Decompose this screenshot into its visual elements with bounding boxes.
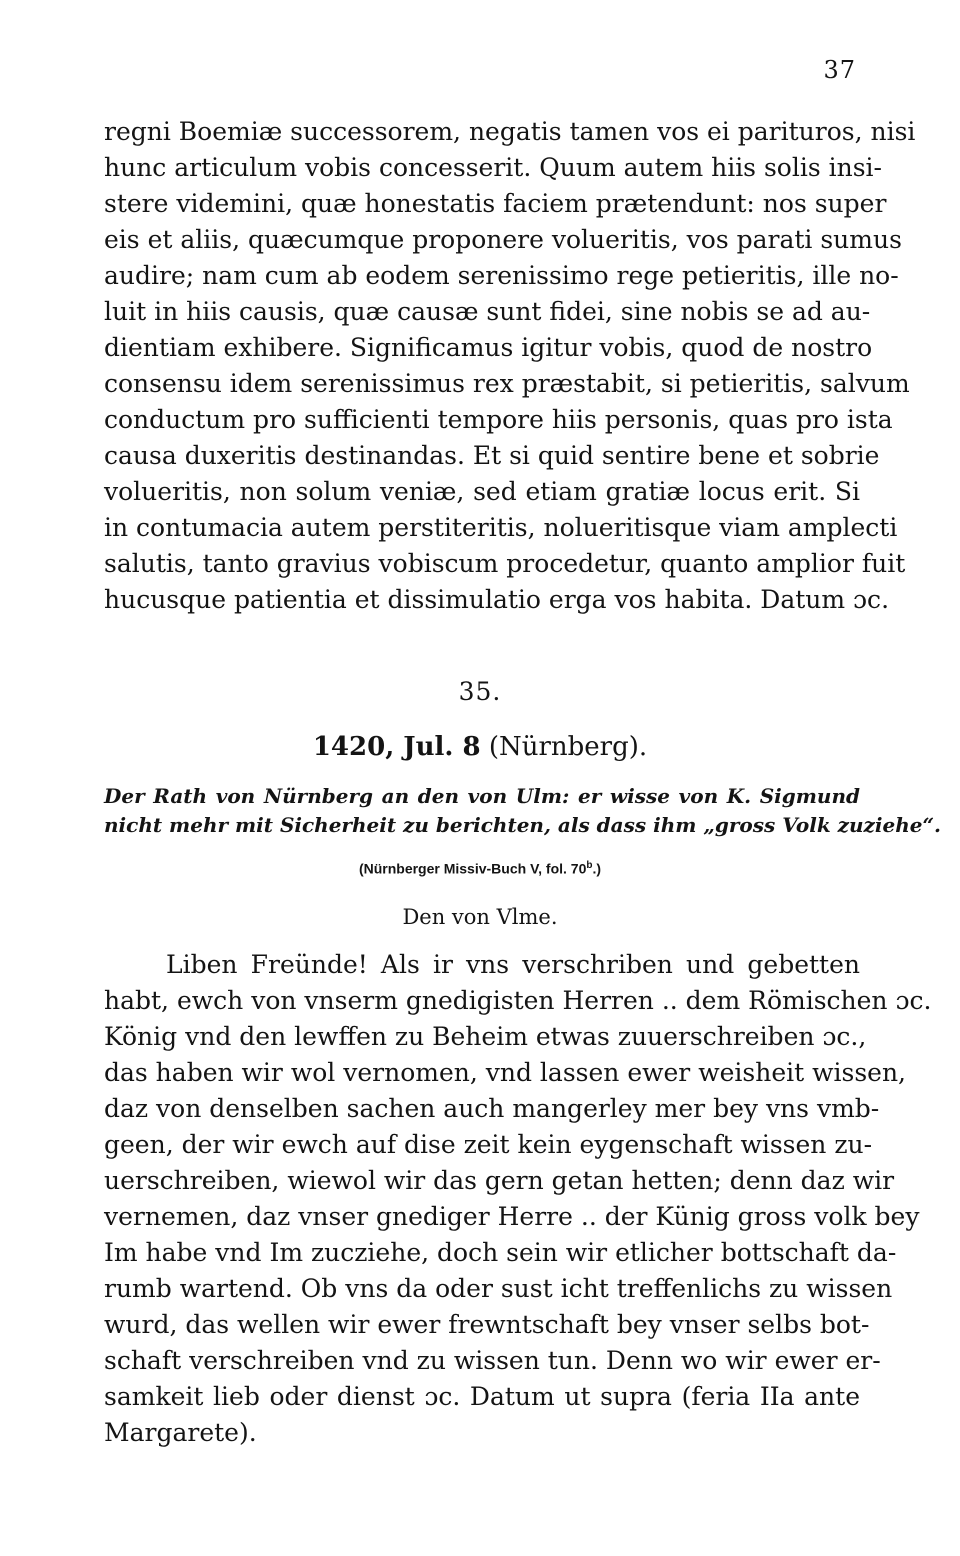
summary-line: nicht mehr mit Sicherheit zu berichten, als dass ihm „gross Volk zuziehe“. [104, 813, 941, 837]
text-line: wurd, das wellen wir ewer frewntschaft bey vnser selbs bot- [104, 1310, 870, 1339]
source-reference [0, 860, 960, 877]
text-line: samkeit lieb oder dienst ɔc. Datum ut supra (feria IIa ante [104, 1382, 860, 1411]
text-line: geen, der wir ewch auf dise zeit kein eygenschaft wissen zu- [104, 1130, 873, 1159]
text-line: salutis, tanto gravius vobiscum procedetur, quanto amplior fuit [104, 549, 906, 578]
text-line: habt, ewch von vnserm gnedigisten Herren .. dem Römischen ɔc. [104, 986, 932, 1015]
text-line: König vnd den lewffen zu Beheim etwas zuuerschreiben ɔc., [104, 1022, 867, 1051]
document-place: (Nürnberg). [488, 732, 648, 762]
document-number: 35. [458, 677, 502, 706]
text-line: eis et aliis, quæcumque proponere volueritis, vos parati sumus [104, 225, 902, 254]
text-line: Liben Freünde! Als ir vns verschriben und gebetten [166, 950, 860, 979]
text-line: daz von denselben sachen auch mangerley mer bey vns vmb- [104, 1094, 880, 1123]
text-line: das haben wir wol vernomen, vnd lassen ewer weisheit wissen, [104, 1058, 907, 1087]
text-line: luit in hiis causis, quæ causæ sunt fidei, sine nobis se ad au- [104, 297, 871, 326]
text-line: hunc articulum vobis concesserit. Quum autem hiis solis insi- [104, 153, 882, 182]
document-date [0, 732, 960, 762]
source-text: (Nürnberger Missiv-Buch V, fol. 70 [358, 860, 587, 877]
text-line: stere videmini, quæ honestatis faciem prætendunt: nos super [104, 189, 887, 218]
text-line: rumb wartend. Ob vns da oder sust icht treffenlichs zu wissen [104, 1274, 893, 1303]
page-number: 37 [823, 56, 856, 84]
text-line: hucusque patientia et dissimulatio erga vos habita. Datum ɔc. [104, 585, 890, 614]
text-line: in contumacia autem perstiteritis, nolueritisque viam amplecti [104, 513, 898, 542]
source-end: .) [592, 860, 602, 877]
document-date-bold: 1420, Jul. 8 [312, 732, 481, 762]
text-line: volueritis, non solum veniæ, sed etiam gratiæ locus erit. Si [104, 477, 860, 506]
text-line: dientiam exhibere. Significamus igitur vobis, quod de nostro [104, 333, 873, 362]
text-line: vernemen, daz vnser gnediger Herre .. der Künig gross volk bey [104, 1202, 920, 1231]
text-line: schaft verschreiben vnd zu wissen tun. Denn wo wir ewer er- [104, 1346, 881, 1375]
text-line: uerschreiben, wiewol wir das gern getan hetten; denn daz wir [104, 1166, 895, 1195]
text-line: Margarete). [104, 1418, 257, 1447]
source-superscript: b [586, 860, 593, 871]
text-line: conductum pro sufficienti tempore hiis personis, quas pro ista [104, 405, 893, 434]
text-line: audire; nam cum ab eodem serenissimo rege petieritis, ille no- [104, 261, 899, 290]
text-line: consensu idem serenissimus rex præstabit, si petieritis, salvum [104, 369, 910, 398]
text-line: regni Boemiæ successorem, negatis tamen vos ei parituros, nisi [104, 117, 916, 146]
text-line: causa duxeritis destinandas. Et si quid sentire bene et sobrie [104, 441, 880, 470]
text-line: Im habe vnd Im zucziehe, doch sein wir etlicher bottschaft da- [104, 1238, 897, 1267]
summary-line: Der Rath von Nürnberg an den von Ulm: er wisse von K. Sigmund [104, 784, 860, 808]
address: Den von Vlme. [402, 905, 558, 929]
